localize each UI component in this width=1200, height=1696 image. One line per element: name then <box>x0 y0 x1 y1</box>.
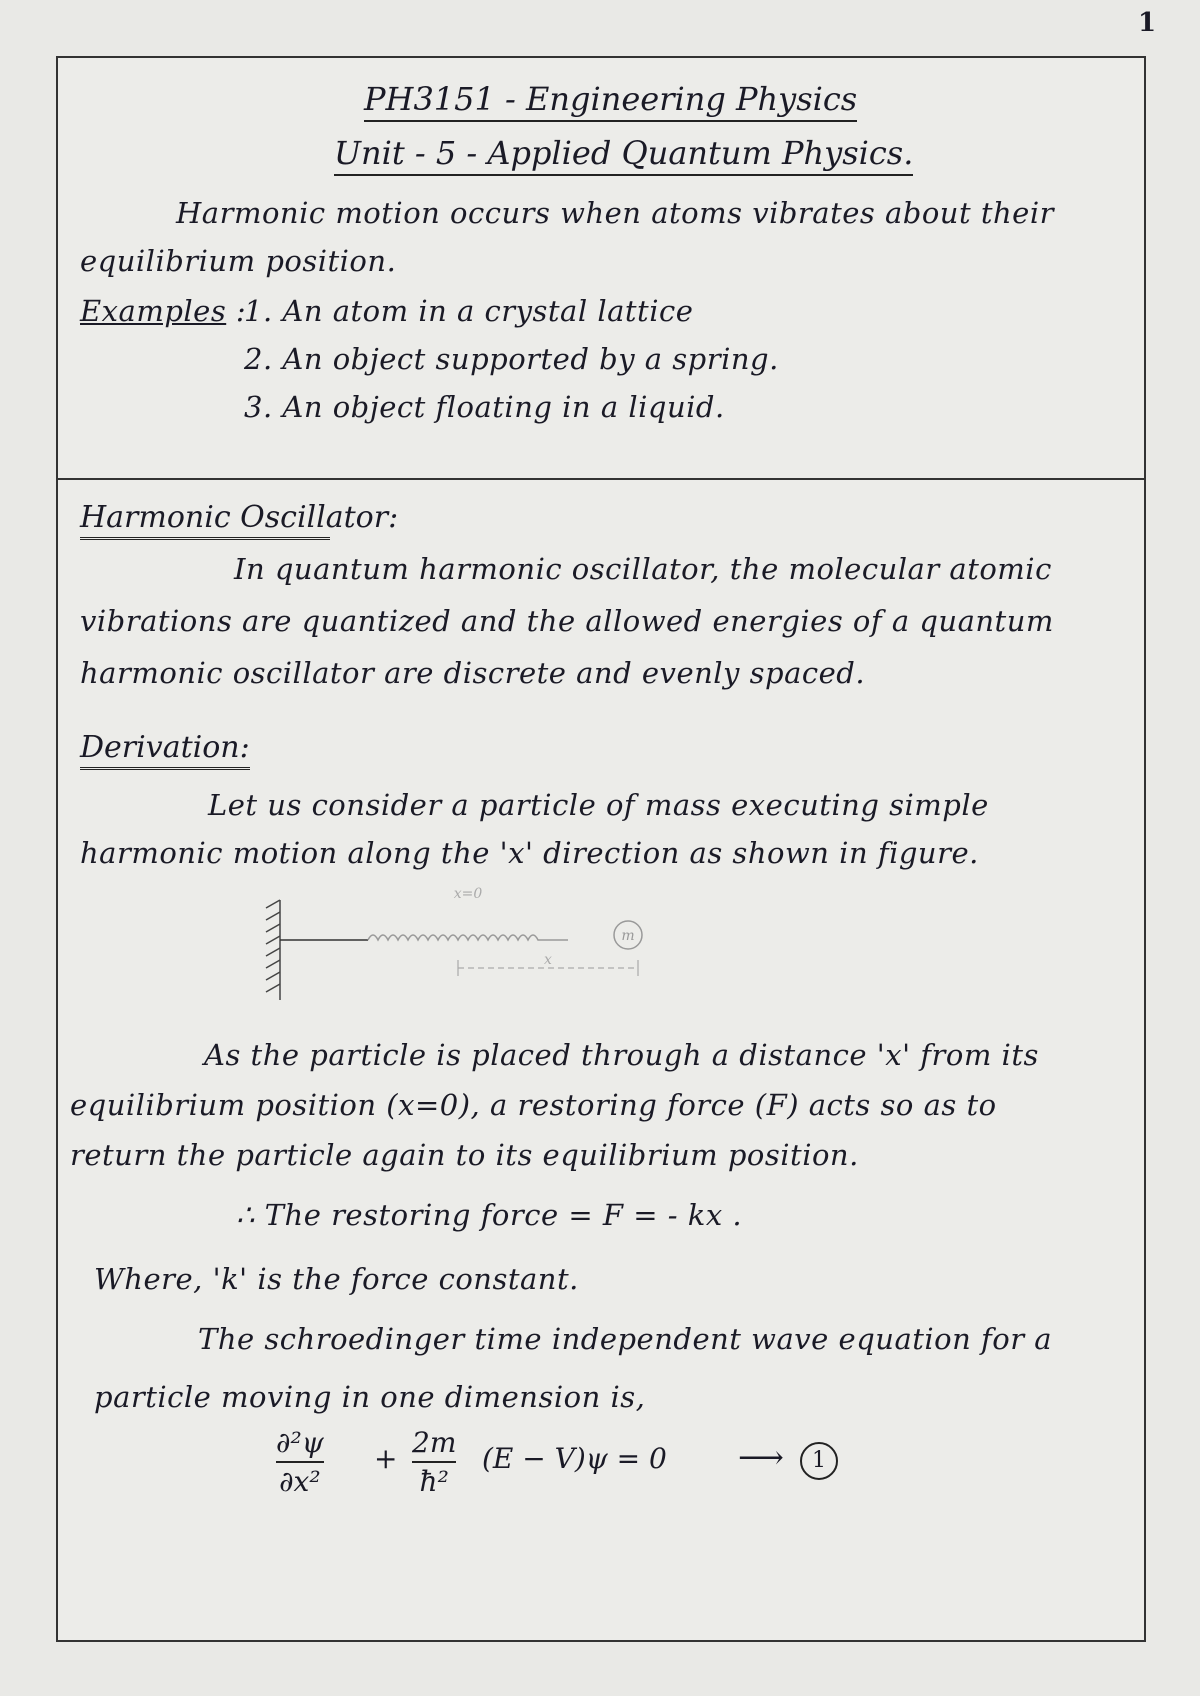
wall-hatching <box>266 900 280 1000</box>
body-line-2: equilibrium position (x=0), a restoring force (F) acts so as to <box>70 1088 997 1122</box>
section-divider <box>58 478 1144 480</box>
body-line-1: As the particle is placed through a distance 'x' from its <box>204 1038 1039 1072</box>
oscillator-heading: Harmonic Oscillator: <box>80 500 330 540</box>
example-item-2: 2. An object supported by a spring. <box>244 342 779 376</box>
derivation-line-1: Let us consider a particle of mass executing simple <box>208 788 989 822</box>
equation-arrow: ⟶ <box>738 1438 784 1476</box>
equation-number: 1 <box>800 1442 838 1480</box>
x0-label: x=0 <box>453 886 483 902</box>
mass-label: m <box>621 928 635 944</box>
examples-label <box>80 294 246 328</box>
fraction-bar <box>276 1461 324 1463</box>
oscillator-line-3: harmonic oscillator are discrete and evenly spaced. <box>80 656 866 690</box>
distance-label: x <box>544 952 552 968</box>
term2-denominator: ħ² <box>419 1465 449 1498</box>
equation-plus: + <box>374 1442 398 1475</box>
body-line-5: Where, 'k' is the force constant. <box>94 1262 579 1296</box>
derivation-line-2: harmonic motion along the 'x' direction as shown in figure. <box>80 836 979 870</box>
page-number: 1 <box>1138 8 1157 38</box>
equation-rest: (E − V)ψ = 0 <box>482 1442 667 1475</box>
examples-label-text: Examples <box>80 294 227 328</box>
example-item-3: 3. An object floating in a liquid. <box>244 390 725 424</box>
intro-line-2: equilibrium position. <box>80 244 397 278</box>
body-line-3: return the particle again to its equilibrium position. <box>70 1138 859 1172</box>
body-line-6: The schroedinger time independent wave equation for a <box>198 1322 1053 1356</box>
unit-title: Unit - 5 - Applied Quantum Physics. <box>334 134 913 176</box>
notes-sheet <box>56 56 1146 1642</box>
spring-mass-figure <box>258 880 678 1010</box>
derivation-heading: Derivation: <box>80 730 250 770</box>
term2-numerator: 2m <box>412 1426 457 1459</box>
example-item-1: 1. An atom in a crystal lattice <box>244 294 694 328</box>
spring-coil <box>368 935 568 940</box>
body-line-7: particle moving in one dimension is, <box>94 1380 646 1414</box>
equation-term-2 <box>412 1426 456 1498</box>
oscillator-line-1: In quantum harmonic oscillator, the molecular atomic <box>234 552 1052 586</box>
oscillator-line-2: vibrations are quantized and the allowed energies of a quantum <box>80 604 1054 638</box>
equation-term-1 <box>276 1426 324 1498</box>
term1-numerator: ∂²ψ <box>276 1426 324 1459</box>
intro-line-1: Harmonic motion occurs when atoms vibrates about their <box>176 196 1054 230</box>
fraction-bar <box>412 1461 456 1463</box>
body-line-4: ∴ The restoring force = F = - kx . <box>236 1198 743 1232</box>
course-title: PH3151 - Engineering Physics <box>364 80 857 122</box>
examples-colon: : <box>235 294 247 328</box>
term1-denominator: ∂x² <box>279 1465 321 1498</box>
